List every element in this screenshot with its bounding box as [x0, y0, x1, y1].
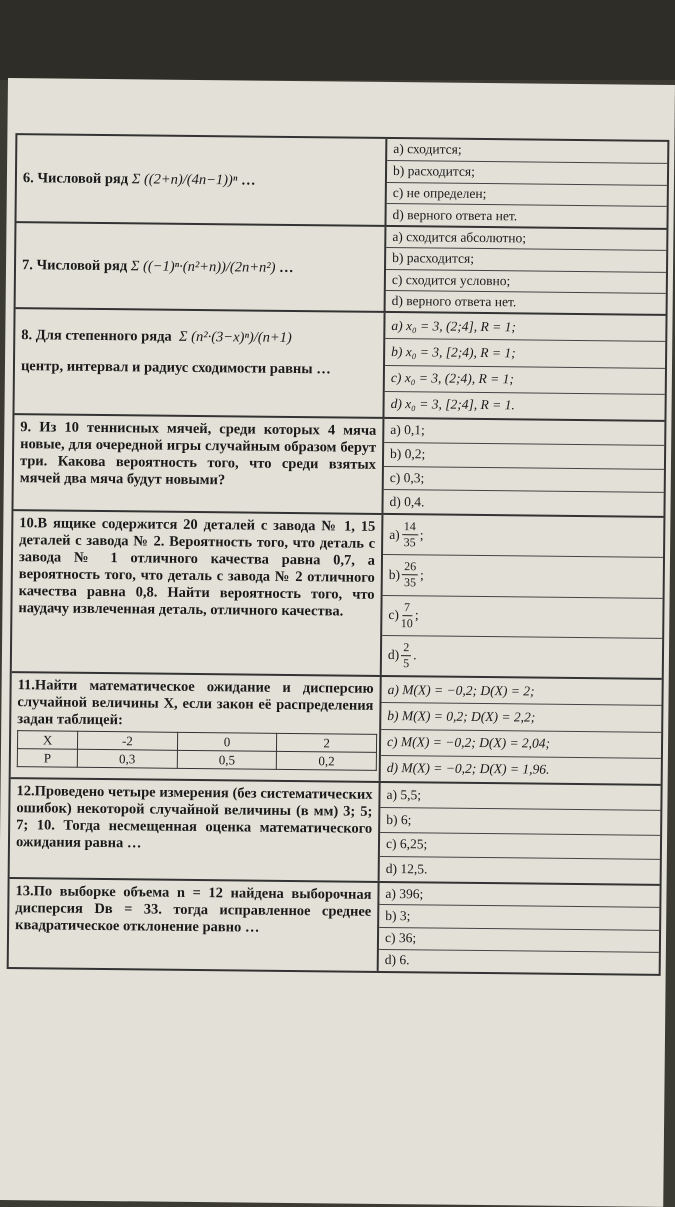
distribution-table [17, 730, 377, 771]
question-row-9 [13, 415, 664, 518]
question-7-series: Σ ((−1)ⁿ·(n²+n))/(2n+n²) [130, 257, 276, 276]
answer-6d[interactable]: d) верного ответа нет. [392, 206, 518, 223]
answer-10a[interactable] [383, 515, 663, 558]
question-7-text: 7. Числовой ряд [21, 256, 128, 274]
dist-cell: P [17, 749, 77, 768]
answer-8b[interactable]: b) x₀ = 3, [2;4), R = 1; [385, 339, 665, 368]
answer-10b-label: b) [388, 566, 401, 583]
question-6 [17, 135, 388, 225]
answer-9c[interactable]: c) 0,3; [384, 466, 664, 493]
dist-cell: X [17, 731, 77, 750]
question-11-text: 11.Найти математическое ожидание и дисперсию случайной величины X, если закон её распределения задан таблицей: [17, 677, 374, 729]
answer-6c[interactable]: c) не определен; [387, 182, 667, 207]
answer-13a[interactable]: a) 396; [379, 883, 659, 908]
answers-11 [381, 677, 662, 784]
answer-10c[interactable] [382, 595, 662, 638]
question-row-6 [16, 135, 667, 230]
answer-10d-num: 2 [401, 640, 411, 656]
answer-10d[interactable] [382, 636, 662, 678]
question-row-12 [10, 779, 661, 886]
answer-10c-end: ; [414, 607, 419, 623]
question-8-tail: центр, интервал и радиус сходимости равны … [20, 358, 331, 378]
answer-10d-den: 5 [403, 656, 410, 671]
answer-10b-num: 26 [402, 560, 418, 576]
answer-13d[interactable]: d) 6. [384, 952, 410, 968]
answers-13 [379, 883, 660, 974]
question-row-8 [14, 309, 665, 422]
question-13: 13.По выборке объема n = 12 найдена выборочная дисперсия Dв = 33. тогда исправленное среднее квадратическое отклонение равно … [9, 879, 380, 971]
question-row-11 [11, 673, 662, 786]
answer-7c[interactable]: c) сходится условно; [386, 269, 666, 293]
answer-13c[interactable]: c) 36; [379, 927, 659, 952]
question-row-10 [12, 511, 664, 680]
answer-11b[interactable]: b) M(X) = 0,2; D(X) = 2,2; [381, 703, 661, 732]
answer-12c[interactable]: c) 6,25; [380, 832, 660, 860]
question-row-7 [16, 223, 667, 316]
exam-sheet [0, 78, 675, 1207]
distribution-row-p [17, 749, 376, 771]
answers-12 [380, 783, 661, 884]
question-8-series: Σ (n²·(3−x)ⁿ)/(n+1) [178, 328, 292, 346]
question-row-13 [9, 879, 660, 974]
answers-8 [384, 313, 665, 420]
question-10: 10.В ящике содержится 20 деталей с завода № 1, 15 деталей с завода № 2. Вероятность того, что деталь с завода № 1 отличного качества равна 0,7, а вероятность того, что деталь с завода № 2 отличного качества равна 0,8. Найти вероятность того, что наудачу извлеченная деталь, отличного качества. [12, 511, 384, 675]
question-table [7, 133, 670, 976]
answer-11c[interactable]: c) M(X) = −0,2; D(X) = 2,04; [381, 729, 661, 758]
answer-11a[interactable]: a) M(X) = −0,2; D(X) = 2; [381, 677, 661, 706]
dist-cell: -2 [77, 731, 177, 750]
answer-10a-end: ; [419, 526, 424, 543]
question-11 [11, 673, 382, 781]
question-8-text: 8. Для степенного ряда [21, 327, 172, 345]
answer-9b[interactable]: b) 0,2; [384, 443, 664, 470]
answer-8c[interactable]: c) x₀ = 3, (2;4), R = 1; [385, 365, 665, 394]
answer-10a-den: 35 [403, 535, 416, 550]
answer-10d-label: d) [387, 647, 400, 663]
answer-12d[interactable]: d) 12,5. [385, 861, 428, 877]
dist-cell: 2 [277, 733, 377, 752]
answer-7d[interactable]: d) верного ответа нет. [391, 292, 517, 310]
question-7-ellipsis: … [279, 259, 294, 276]
answer-12b[interactable]: b) 6; [380, 808, 660, 836]
dist-cell: 0,3 [77, 749, 177, 768]
answer-12a[interactable]: a) 5,5; [380, 783, 660, 811]
question-6-text: 6. Числовой ряд [22, 169, 129, 187]
answers-9 [383, 419, 664, 516]
answer-10d-end: . [413, 647, 417, 663]
answer-10c-label: c) [388, 607, 399, 623]
answer-6a[interactable]: a) сходится; [387, 139, 667, 164]
answer-10a-fraction [402, 519, 418, 550]
answer-10a-num: 14 [402, 519, 418, 535]
question-6-ellipsis: … [240, 171, 256, 189]
answers-6 [386, 139, 667, 228]
question-9: 9. Из 10 теннисных мячей, среди которых 4 мяча новые, для очередной игры случайным образом берут три. Какова вероятность того, что среди взятых мячей два мяча будут новыми? [13, 415, 384, 513]
dist-cell: 0,5 [177, 750, 277, 769]
answer-9a[interactable]: a) 0,1; [384, 419, 664, 446]
answer-10c-fraction [401, 600, 413, 631]
question-7 [16, 223, 387, 311]
answer-10d-fraction [401, 640, 411, 671]
question-6-series: Σ ((2+n)/(4n−1))ⁿ [131, 170, 238, 188]
answer-10b[interactable] [383, 555, 663, 598]
answer-7a[interactable]: a) сходится абсолютно; [386, 227, 666, 251]
question-8 [14, 309, 385, 417]
answer-11d[interactable]: d) M(X) = −0,2; D(X) = 1,96. [386, 760, 550, 778]
answer-6b[interactable]: b) расходится; [387, 161, 667, 186]
answer-10c-num: 7 [402, 600, 412, 616]
answer-9d[interactable]: d) 0,4. [389, 493, 425, 510]
answer-7b[interactable]: b) расходится; [386, 248, 666, 272]
answer-8d[interactable]: d) x₀ = 3, [2;4], R = 1. [390, 396, 515, 413]
answers-10 [382, 515, 664, 678]
answers-7 [386, 227, 667, 314]
question-12: 12.Проведено четыре измерения (без систематических ошибок) некоторой случайной величины (в мм) 3; 5; 7; 10. Тогда несмещенная оценка математического ожидания равна … [10, 779, 381, 881]
answer-13b[interactable]: b) 3; [379, 905, 659, 930]
dist-cell: 0,2 [277, 751, 377, 770]
answer-10a-label: a) [389, 526, 400, 542]
answer-10b-fraction [402, 560, 418, 591]
answer-8a[interactable]: a) x₀ = 3, (2;4], R = 1; [385, 313, 665, 342]
answer-10b-den: 35 [403, 575, 417, 590]
background-dark [0, 0, 675, 80]
answer-10c-den: 10 [400, 615, 413, 630]
dist-cell: 0 [177, 732, 277, 751]
answer-10b-end: ; [419, 567, 424, 583]
